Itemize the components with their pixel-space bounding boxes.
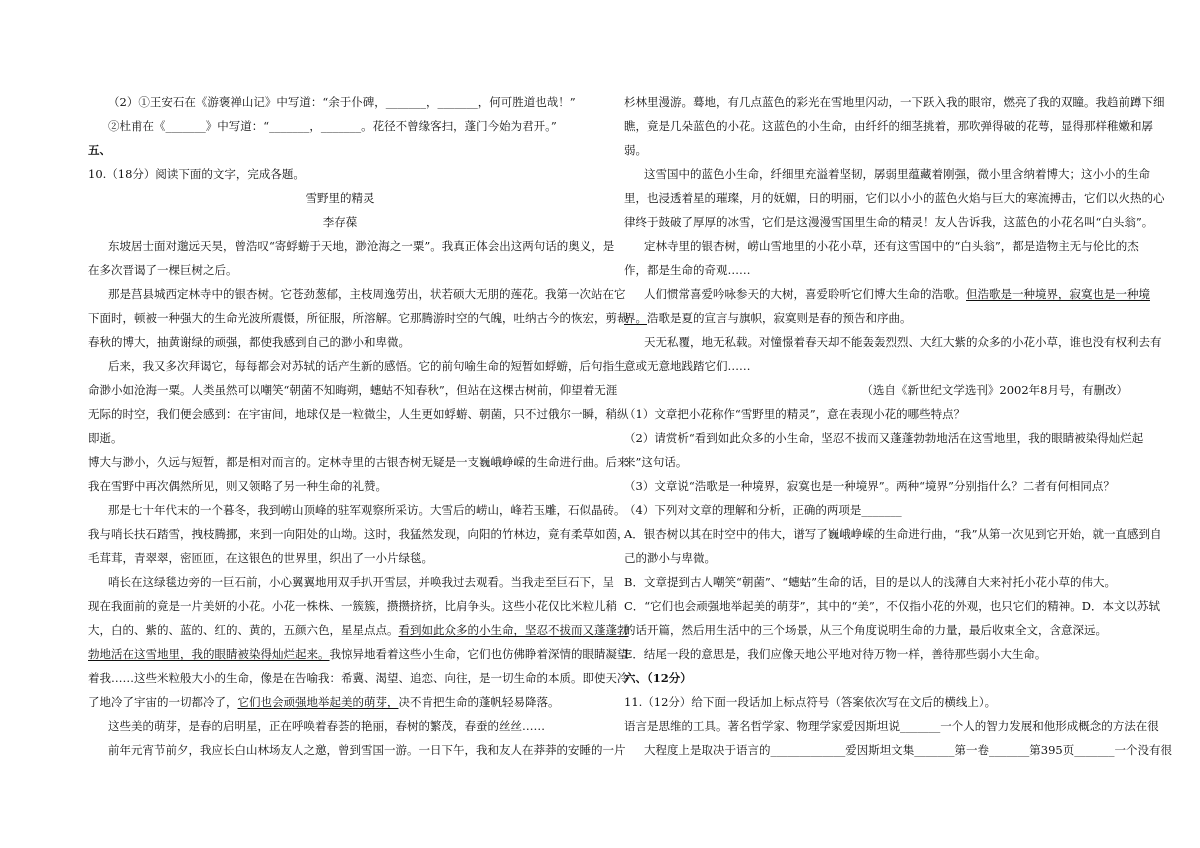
underlined-text: 它们也会顽强地举起美的萌芽，: [237, 695, 399, 709]
left-text-line: [88, 454, 629, 470]
text-segment: 瞧，竟是几朵蓝色的小花。这蓝色的小生命，由纤纤的细茎挑着，那吹弹得破的花萼，显得那样稚嫩和孱: [624, 119, 1153, 133]
left-text-line: [88, 214, 592, 230]
text-segment: 决不肯把生命的蓬帆轻易降落。: [398, 695, 560, 709]
text-segment: 我与哨长扶石踏雪，拽枝腾挪，来到一向阳处的山坳。这时，我猛然发现，向阳的竹林边，竟有柔草如茵，: [88, 527, 629, 541]
left-text-line: [88, 190, 592, 206]
text-segment: 浩歌是夏的宣言与旗帜，寂寞则是春的预告和序曲。: [647, 311, 912, 325]
left-text-line: [88, 622, 629, 638]
text-segment: 弱。: [624, 143, 647, 157]
right-text-line: [644, 334, 1162, 350]
right-text-line: [624, 142, 1128, 158]
right-text-line: [624, 310, 1128, 326]
right-text-line: [624, 670, 1128, 686]
underlined-text: 但浩歌是一种境界，寂寞也是一种境: [966, 287, 1150, 301]
text-segment: 那是莒县城西定林寺中的银杏树。它苍劲葱郁，主枝周逸劳出，状若硕大无朋的莲花。我第一次站在它: [108, 287, 626, 301]
left-text-line: [88, 598, 617, 614]
text-segment: 里，也浸透着星的璀璨，月的妩媚，日的明丽，它们以小小的蓝色火焰与巨大的寒流搏击，它们以火热的心: [624, 191, 1165, 205]
right-text-line: [624, 382, 1128, 398]
text-segment: （2）①王安石在《游褒禅山记》中写道：“余于仆碑，_______，_______，何可胜道也哉！”: [108, 95, 576, 109]
text-segment: 即逝。: [88, 431, 123, 445]
text-segment: 春秋的博大，抽黄谢绿的顽强，都使我感到自己的渺小和卑微。: [88, 335, 410, 349]
left-text-line: [88, 670, 629, 686]
text-segment: 着我……这些米粒般大小的生命，像是在告喻我：希冀、渴望、追恋、向往，是一切生命的本质。即使天冷: [88, 671, 629, 685]
left-text-line: [108, 94, 592, 110]
text-segment: （4）下列对文章的理解和分析，正确的两项是_______: [624, 503, 902, 517]
text-segment: 哨长在这绿毯边旁的一巨石前，小心翼翼地用双手扒开雪层，并唤我过去观看。当我走至巨石下，呈: [108, 575, 614, 589]
right-text-line: [624, 214, 1154, 230]
text-segment: 那是七十年代末的一个暮冬，我到崂山顶峰的驻军观察所采访。大雪后的崂山，峰若玉雕，石似晶砖。: [108, 503, 626, 517]
text-segment: 己的渺小与卑微。: [624, 551, 716, 565]
text-segment: 无际的时空，我们便会感到：在宇宙间，地球仅是一粒微尘，人生更如蜉蝣、朝菌，只不过俄尔一瞬，稍纵: [88, 407, 629, 421]
underlined-text: 勃地活在这雪地里，我的眼睛被染得灿烂起来。: [88, 647, 330, 661]
right-text-line: [624, 526, 1162, 542]
underlined-text: 界。: [624, 311, 647, 325]
left-text-line: [88, 430, 592, 446]
text-segment: 作，都是生命的奇观……: [624, 263, 751, 277]
text-segment: （2）请赏析“看到如此众多的小生命，坚忍不拔而又蓬蓬勃勃地活在这雪地里，我的眼睛被染得灿烂起: [624, 431, 1144, 445]
text-segment: ②杜甫在《_______》中写道：“_______，_______。花径不曾缘客扫，蓬门今始为君开。”: [108, 119, 557, 133]
text-segment: （1）文章把小花称作“雪野里的精灵”，意在表现小花的哪些特点？: [624, 407, 966, 421]
left-text-line: [88, 526, 629, 542]
left-text-line: [88, 646, 629, 662]
left-text-line: [108, 238, 615, 254]
text-segment: 杉林里漫游。蓦地，有几点蓝色的彩光在雪地里闪动，一下跃入我的眼帘，燃亮了我的双瞳。我趋前蹲下细: [624, 95, 1165, 109]
left-text-line: [88, 310, 629, 326]
text-segment: 我惊异地看着这些小生命，它们也仿佛睁着深情的眼睛凝望: [329, 647, 629, 661]
left-text-line: [88, 550, 592, 566]
text-segment: 语言是思维的工具。著名哲学家、物理学家爱因斯坦说_______一个人的智力发展和他形成概念的方法在很: [624, 719, 1159, 733]
text-segment: 东坡居士面对邈远天昊，曾浩叹“寄蜉蝣于天地，渺沧海之一粟”。我真正体会出这两句话的奥义，是: [108, 239, 615, 253]
left-text-line: [108, 718, 592, 734]
left-text-line: [88, 262, 592, 278]
right-text-line: [644, 166, 1150, 182]
text-segment: C．“它们也会顽强地举起美的萌芽”，其中的“美”，不仅指小花的外观，也只它们的精神。D．本文以苏轼: [624, 599, 1161, 613]
left-text-line: [108, 286, 626, 302]
text-segment: 大程度上是取决于语言的_____________爱因斯坦文集_______第一卷_______第395页_______一个没有很: [644, 743, 1172, 757]
right-text-line: [624, 118, 1153, 134]
text-segment: 下面时，顿被一种强大的生命光波所震慑，所征服，所溶解。它那腾游时空的气魄，吐纳古今的恢宏，剪裁: [88, 311, 629, 325]
text-segment: 大，白的、紫的、蓝的、红的、黄的，五颜六色，星星点点。: [88, 623, 399, 637]
right-text-line: [644, 742, 1172, 758]
text-segment: 10.（18分）阅读下面的文字，完成各题。: [88, 167, 305, 181]
text-segment: （选自《新世纪文学选刊》2002年8月号，有删改）: [861, 383, 1128, 397]
text-segment: 这些美的萌芽，是春的启明星，正在呼唤着春荟的艳丽，春树的繁茂，春蚕的丝丝……: [108, 719, 545, 733]
right-text-line: [624, 502, 1128, 518]
text-segment: 天无私覆，地无私载。对憧憬着春天却不能轰轰烈烈、大红大紫的众多的小花小草，谁也没有权利去有: [644, 335, 1162, 349]
text-segment: 博大与渺小，久远与短暂，都是相对而言的。定林寺里的古银杏树无疑是一支巍峨峥嵘的生命进行曲。后来: [88, 455, 629, 469]
right-text-line: [624, 454, 1128, 470]
right-text-line: [624, 478, 1128, 494]
text-segment: E．结尾一段的意思是，我们应像天地公平地对待万物一样，善待那些弱小大生命。: [624, 647, 1047, 661]
text-segment: 11.（12分）给下面一段话加上标点符号（答案依次写在文后的横线上）。: [624, 695, 997, 709]
left-text-line: [108, 502, 626, 518]
text-segment: 后来，我又多次拜谒它，每每都会对苏轼的话产生新的感悟。它的前句喻生命的短暂如蜉蝣，后句指生: [108, 359, 626, 373]
left-text-line: [88, 382, 618, 398]
text-segment: 李存葆: [322, 215, 358, 229]
text-segment: 定林寺里的银杏树，崂山雪地里的小花小草，还有这雪国中的“白头翁”，都是造物主无与伦比的杰: [644, 239, 1139, 253]
text-segment: B．文章提到古人嘲笑“朝菌”、“蟪蛄”生命的话，目的是以人的浅薄自大来衬托小花小草的伟大。: [624, 575, 1116, 589]
right-text-line: [624, 190, 1165, 206]
left-text-line: [88, 334, 592, 350]
text-segment: 命渺小如沧海一粟。人类虽然可以嘲笑“朝菌不知晦朔，蟪蛄不知春秋”，但站在这棵古树前，仰望着无涯: [88, 383, 618, 397]
text-segment: 雪野里的精灵: [305, 191, 375, 205]
text-segment: 的话开篇，然后用生活中的三个场景，从三个角度说明生命的力量，最后收束全文，含意深远。: [624, 623, 1107, 637]
right-text-line: [624, 718, 1159, 734]
text-segment: 人们惯常喜爱吟咏参天的大树，喜爱聆听它们博大生命的浩歌。: [644, 287, 966, 301]
right-text-line: [624, 406, 1128, 422]
underlined-text: 看到如此众多的小生命，坚忍不拔而又蓬蓬勃: [398, 623, 629, 637]
right-text-line: [624, 646, 1128, 662]
right-text-line: [624, 550, 1128, 566]
left-text-line: [88, 142, 592, 158]
text-segment: 毛茸茸，青翠翠，密匝匝，在这银色的世界里，织出了一小片绿毯。: [88, 551, 433, 565]
right-text-line: [624, 430, 1144, 446]
text-segment: 来”这句话。: [624, 455, 688, 469]
text-segment: A．银杏树以其在时空中的伟大，谱写了巍峨峥嵘的生命进行曲，“我”从第一次见到它开始，就一直感到自: [624, 527, 1162, 541]
text-segment: （3）文章说“浩歌是一种境界，寂寞也是一种境界”。两种“境界”分别指什么？二者有何相同点？: [624, 479, 1115, 493]
left-text-line: [88, 406, 629, 422]
right-text-line: [644, 238, 1139, 254]
text-segment: 律终于鼓破了厚厚的冰雪，它们是这漫漫雪国里生命的精灵！友人告诉我，这蓝色的小花名叫“白头翁”。: [624, 215, 1154, 229]
right-text-line: [624, 262, 1128, 278]
text-segment: 五、: [88, 143, 111, 157]
left-text-line: [88, 694, 592, 710]
left-text-line: [88, 478, 592, 494]
right-text-line: [624, 598, 1161, 614]
right-text-line: [644, 286, 1150, 302]
text-segment: 六、（12分）: [624, 671, 692, 685]
left-text-line: [108, 742, 626, 758]
right-text-line: [624, 694, 1128, 710]
text-segment: 现在我面前的竟是一片美妍的小花。小花一株株、一簇簇，攒攒挤挤，比肩争头。这些小花仅比米粒儿稍: [88, 599, 617, 613]
right-text-line: [624, 358, 1128, 374]
right-text-line: [624, 94, 1165, 110]
left-text-line: [108, 118, 592, 134]
left-text-line: [108, 574, 614, 590]
text-segment: 意或无意地践踏它们……: [624, 359, 751, 373]
text-segment: 这雪国中的蓝色小生命，纤细里充溢着坚韧，孱弱里蕴藏着刚强，微小里含纳着博大；这小小的生命: [644, 167, 1150, 181]
right-text-line: [624, 622, 1128, 638]
right-text-line: [624, 574, 1128, 590]
left-text-line: [88, 166, 592, 182]
text-segment: 我在雪野中再次偶然所见，则又领略了另一种生命的礼赞。: [88, 479, 387, 493]
text-segment: 在多次晋谒了一棵巨树之后。: [88, 263, 238, 277]
text-segment: 前年元宵节前夕，我应长白山林场友人之邀，曾到雪国一游。一日下午，我和友人在莽莽的安睡的一片: [108, 743, 626, 757]
text-segment: 了地冷了宇宙的一切都冷了，: [88, 695, 238, 709]
left-text-line: [108, 358, 626, 374]
